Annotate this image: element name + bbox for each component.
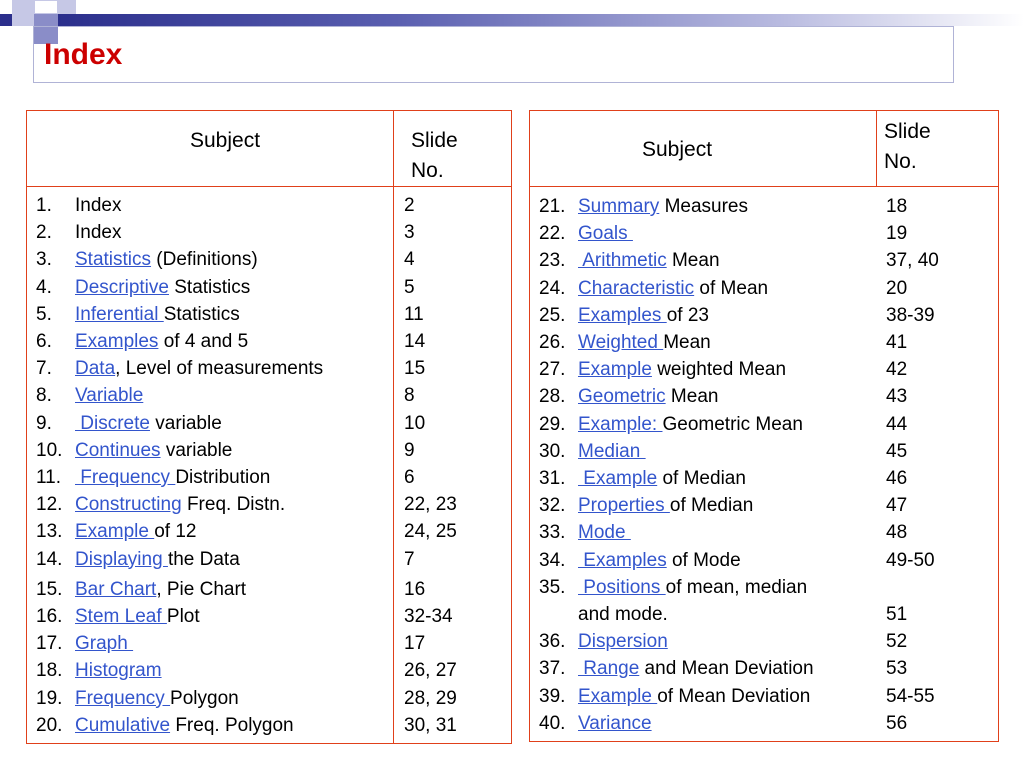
index-row: [36, 277, 250, 299]
topic-link[interactable]: Frequency: [75, 467, 176, 488]
topic-link[interactable]: Arithmetic: [578, 250, 667, 272]
right-header-divider: [529, 186, 999, 187]
row-number: 2.: [36, 222, 52, 244]
index-row: [36, 467, 270, 489]
row-number: 28.: [539, 386, 566, 408]
row-number: 20.: [36, 714, 63, 736]
slide-number: 16: [404, 578, 426, 600]
slide-number: 46: [886, 468, 908, 489]
slide-number: 43: [886, 386, 908, 408]
row-number: 40.: [539, 712, 566, 734]
row-number: 1.: [36, 195, 52, 216]
topic-text: variable: [149, 412, 222, 434]
topic-text: variable: [160, 439, 233, 461]
slide-number: 22, 23: [404, 494, 457, 516]
row-number: 24.: [539, 277, 566, 299]
index-row: [36, 249, 258, 271]
index-row: [539, 250, 720, 272]
index-row: [36, 660, 162, 682]
corner-square-5: [58, 0, 76, 14]
slide-number: 18: [886, 196, 908, 217]
topic-link[interactable]: Dispersion: [578, 631, 668, 653]
topic-text: Distribution: [175, 467, 271, 488]
left-header-divider: [26, 186, 512, 187]
topic-link[interactable]: Data: [75, 358, 116, 380]
right-header-slide-line2: No.: [884, 150, 917, 173]
index-row: [36, 385, 143, 407]
left-header-slide-line2: No.: [411, 159, 444, 182]
slide-number: 37, 40: [886, 250, 939, 272]
topic-link[interactable]: Examples: [578, 304, 667, 326]
row-number: 15.: [36, 578, 63, 600]
index-row: [539, 278, 768, 300]
slide-number: 19: [886, 223, 908, 245]
index-row: [36, 688, 239, 710]
slide-number: 20: [886, 277, 908, 299]
slide-number: 41: [886, 332, 908, 353]
topic-text: Index: [75, 195, 122, 216]
topic-link[interactable]: Properties: [578, 495, 670, 517]
slide-number: 53: [886, 658, 908, 680]
slide-number: 14: [404, 331, 426, 352]
left-column-divider: [393, 110, 394, 744]
row-number: 3.: [36, 249, 52, 271]
topic-link[interactable]: Example: [578, 359, 652, 381]
left-header-slide: [411, 126, 458, 186]
row-number: 7.: [36, 358, 52, 380]
row-number: 21.: [539, 196, 566, 217]
topic-link[interactable]: Stem Leaf: [75, 606, 167, 627]
index-row: [36, 715, 294, 737]
row-number: 12.: [36, 494, 63, 516]
topic-link[interactable]: Variance: [578, 712, 652, 734]
slide-number: 3: [404, 222, 415, 244]
left-header-subject: Subject: [190, 129, 261, 152]
row-number: 30.: [539, 440, 566, 462]
index-row: [539, 550, 741, 572]
row-number: 18.: [36, 660, 63, 682]
row-number: 5.: [36, 303, 52, 325]
index-row: [36, 494, 285, 516]
slide-number: 45: [886, 440, 908, 462]
slide-number: 38-39: [886, 304, 935, 326]
right-column-divider: [876, 110, 877, 186]
slide-number: 17: [404, 633, 426, 655]
row-number: 26.: [539, 332, 566, 353]
row-number: 13.: [36, 521, 63, 543]
topic-text: of Median: [657, 468, 746, 489]
topic-link[interactable]: Discrete: [75, 412, 150, 434]
topic-text: of Median: [669, 495, 754, 517]
topic-link[interactable]: Continues: [75, 439, 161, 461]
topic-text: of 23: [666, 304, 709, 326]
row-number: 34.: [539, 549, 566, 571]
row-number: 25.: [539, 304, 566, 326]
slide-number: 2: [404, 195, 415, 216]
slide-number: 24, 25: [404, 521, 457, 543]
index-row: [539, 359, 786, 381]
slide-number: 42: [886, 359, 908, 381]
row-number: 32.: [539, 495, 566, 517]
topic-link[interactable]: Weighted: [578, 332, 664, 353]
topic-text: Mean: [663, 332, 711, 353]
topic-text: (Definitions): [151, 249, 258, 271]
slide-number: 10: [404, 412, 426, 434]
index-row: [539, 686, 810, 708]
topic-link[interactable]: Variable: [75, 385, 144, 407]
topic-text: of 12: [154, 521, 197, 543]
slide-number: 26, 27: [404, 660, 457, 682]
topic-text: weighted Mean: [651, 359, 787, 381]
row-number: 37.: [539, 658, 566, 680]
index-row: [36, 413, 222, 435]
slide-number: 49-50: [886, 549, 935, 571]
slide-number: 51: [886, 604, 908, 625]
slide-number: 15: [404, 358, 426, 380]
row-number: 33.: [539, 522, 566, 544]
header-gradient-bar: [58, 14, 1024, 26]
index-row: [36, 331, 248, 353]
index-row: [539, 604, 668, 626]
left-header-slide-line1: Slide: [411, 129, 458, 152]
topic-link[interactable]: Bar Chart: [75, 578, 157, 600]
topic-link[interactable]: Example: [75, 521, 155, 543]
index-row: [36, 440, 232, 462]
topic-link[interactable]: Example: [578, 468, 658, 489]
topic-text: , Pie Chart: [156, 578, 247, 600]
corner-square-2: [12, 0, 34, 26]
topic-text: Mean: [666, 250, 720, 272]
topic-text: of mean, median: [665, 576, 808, 598]
row-number: 31.: [539, 468, 566, 489]
topic-text: Freq. Distn.: [181, 494, 286, 516]
slide-number: 48: [886, 522, 908, 544]
topic-link[interactable]: Characteristic: [578, 277, 695, 299]
slide-number: 47: [886, 495, 908, 517]
topic-text: Freq. Polygon: [170, 714, 294, 736]
page-title: Index: [44, 38, 123, 71]
index-row: [539, 332, 711, 354]
index-row: [539, 305, 709, 327]
topic-link[interactable]: Median: [578, 440, 646, 462]
index-row: [36, 633, 133, 655]
right-header-subject: Subject: [642, 138, 713, 161]
slide-number: 5: [404, 276, 415, 298]
row-number: 22.: [539, 223, 566, 245]
row-number: 36.: [539, 631, 566, 653]
topic-text: Geometric Mean: [662, 413, 803, 435]
corner-square-3: [34, 0, 58, 14]
index-row: [36, 606, 200, 628]
topic-link[interactable]: Example:: [578, 413, 663, 435]
slide-number: 30, 31: [404, 714, 457, 736]
row-number: 16.: [36, 606, 63, 627]
topic-link[interactable]: Summary: [578, 196, 660, 217]
topic-text: Plot: [166, 606, 200, 627]
slide-number: 44: [886, 413, 908, 435]
topic-text: of 4 and 5: [158, 331, 249, 352]
index-row: [539, 658, 814, 680]
row-number: 4.: [36, 276, 52, 298]
row-number: 19.: [36, 687, 63, 709]
row-number: 14.: [36, 548, 63, 570]
row-number: 35.: [539, 576, 566, 598]
index-row: [36, 549, 240, 571]
index-row: [539, 522, 631, 544]
slide-number: 56: [886, 712, 908, 734]
topic-text: Mean: [665, 386, 719, 408]
index-row: [539, 468, 746, 490]
topic-link[interactable]: Goals: [578, 223, 633, 245]
index-row: [539, 414, 803, 436]
topic-link[interactable]: Displaying: [75, 548, 168, 570]
topic-text: of Mean: [694, 277, 769, 299]
index-row: [539, 196, 748, 218]
slide-number: 11: [404, 303, 424, 325]
topic-text: Measures: [659, 196, 748, 217]
index-row: [539, 713, 652, 735]
index-row: [36, 304, 240, 326]
corner-square-1: [0, 14, 12, 26]
index-row: [539, 441, 646, 463]
right-header-slide: [884, 117, 931, 177]
topic-link[interactable]: Descriptive: [75, 276, 169, 298]
row-number: 23.: [539, 250, 566, 272]
index-row: [539, 577, 807, 599]
index-row: [36, 579, 246, 601]
topic-text: and Mean Deviation: [639, 658, 814, 680]
index-row: [36, 222, 121, 244]
row-number: 17.: [36, 633, 63, 655]
row-number: 9.: [36, 412, 52, 434]
topic-link[interactable]: Examples: [578, 549, 667, 571]
slide-number: 6: [404, 467, 415, 488]
topic-link[interactable]: Mode: [578, 522, 631, 544]
index-row: [539, 223, 633, 245]
index-row: [539, 495, 753, 517]
topic-link[interactable]: Inferential: [75, 303, 164, 325]
right-header-slide-line1: Slide: [884, 120, 931, 143]
row-number: 27.: [539, 359, 566, 381]
row-number: 11.: [36, 467, 62, 488]
row-number: 10.: [36, 439, 63, 461]
topic-text: of Mean Deviation: [657, 685, 811, 707]
row-number: 8.: [36, 385, 52, 407]
topic-link[interactable]: Example: [578, 685, 658, 707]
topic-text: Index: [75, 222, 122, 244]
row-number: 39.: [539, 685, 566, 707]
index-row: [539, 631, 668, 653]
index-row: [36, 195, 121, 217]
topic-link[interactable]: Frequency: [75, 687, 171, 709]
index-row: [539, 386, 718, 408]
slide-number: 9: [404, 439, 415, 461]
topic-link[interactable]: Range: [578, 658, 640, 680]
topic-link[interactable]: Constructing: [75, 494, 182, 516]
topic-text: Statistics: [163, 303, 240, 325]
slide-number: 8: [404, 385, 415, 407]
topic-text: Polygon: [170, 687, 239, 709]
topic-link[interactable]: Examples: [75, 331, 159, 352]
topic-link[interactable]: Statistics: [75, 249, 152, 271]
topic-link[interactable]: Cumulative: [75, 714, 171, 736]
slide-number: 52: [886, 631, 908, 653]
index-row: [36, 521, 196, 543]
topic-text: the Data: [167, 548, 240, 570]
topic-link[interactable]: Positions: [578, 576, 666, 598]
topic-link[interactable]: Geometric: [578, 386, 666, 408]
topic-text: of Mode: [666, 549, 741, 571]
row-number: 29.: [539, 413, 566, 435]
slide-number: 28, 29: [404, 687, 457, 709]
row-number: 6.: [36, 331, 52, 352]
topic-link[interactable]: Graph: [75, 633, 134, 655]
slide-number: 32-34: [404, 606, 453, 627]
topic-text: and mode.: [578, 604, 668, 625]
topic-text: , Level of measurements: [115, 358, 324, 380]
index-row: [36, 358, 323, 380]
slide-number: 7: [404, 548, 415, 570]
slide-number: 54-55: [886, 685, 935, 707]
topic-link[interactable]: Histogram: [75, 660, 162, 682]
topic-text: Statistics: [168, 276, 251, 298]
slide-number: 4: [404, 249, 415, 271]
title-box: [33, 26, 954, 83]
